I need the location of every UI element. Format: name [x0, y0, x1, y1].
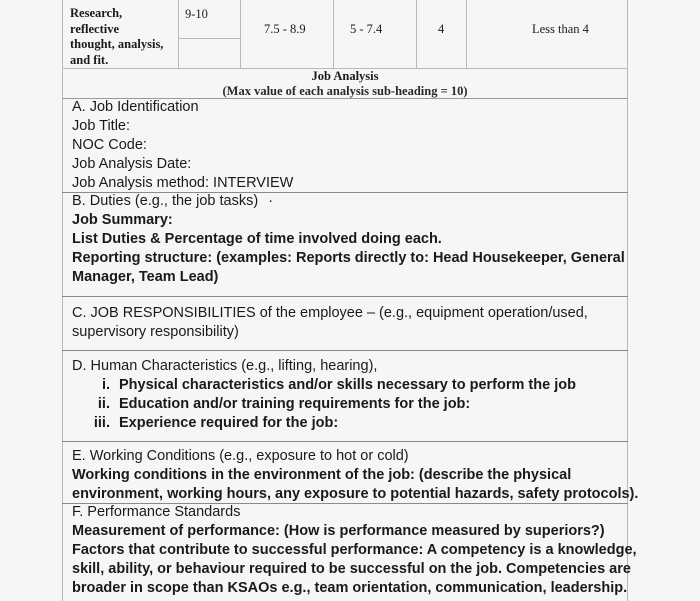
duties-hint: (e.g., the job tasks)	[130, 193, 259, 209]
job-title-label: Job Title:	[72, 118, 131, 134]
table-divider	[240, 0, 241, 68]
criterion-line: thought, analysis,	[70, 37, 164, 51]
range-cell-4: Less than 4	[532, 22, 589, 36]
item-number: i.	[101, 377, 110, 393]
table-divider	[178, 0, 179, 68]
performance-text-1: Measurement of performance: (How is performance measured by superiors?)	[72, 523, 605, 539]
human-characteristics-hint: (e.g., lifting, hearing),	[237, 358, 378, 374]
criterion-line: reflective	[70, 21, 120, 36]
job-summary-label: Job Summary:	[72, 212, 173, 228]
criterion-line: and fit.	[70, 52, 109, 67]
item-number: ii.	[97, 396, 110, 412]
table-divider	[466, 0, 467, 68]
item-number: iii.	[93, 415, 110, 431]
max-points-cell: 9-10	[185, 7, 208, 21]
analysis-method-label: Job Analysis method: INTERVIEW	[72, 175, 294, 191]
table-inner-line	[178, 38, 240, 39]
performance-text-4: broader in scope than KSAOs e.g., team orientation, communication, leadership.	[72, 580, 628, 596]
range-cell-3: 4	[438, 22, 445, 36]
human-characteristics-heading: D. Human Characteristics	[72, 358, 238, 374]
section-c-line-1: C. JOB RESPONSIBILITIES of the employee – (e.g., equipment operation/used,	[72, 305, 588, 321]
section-f-heading: F. Performance Standards	[72, 504, 241, 520]
range-cell-1: 7.5 - 8.9	[264, 22, 306, 36]
section-a-heading: A. Job Identification	[72, 99, 199, 115]
criterion-line: Research,	[70, 6, 123, 20]
range-cell-2: 5 - 7.4	[350, 22, 383, 36]
working-conditions-text-2: environment, working hours, any exposure to potential hazards, safety protocols).	[72, 486, 639, 502]
reporting-structure-text: Reporting structure: (examples: Reports directly to: Head Housekeeper, General	[72, 250, 625, 266]
performance-text-2: Factors that contribute to successful performance: A competency is a knowledge,	[72, 542, 637, 558]
working-conditions-hint: (e.g., exposure to hot or cold)	[215, 448, 409, 464]
section-d-heading	[72, 357, 377, 376]
bullet-mark: ·	[268, 193, 274, 209]
job-analysis-subtitle: (Max value of each analysis sub-heading = 10)	[222, 84, 468, 98]
section-divider	[62, 441, 628, 442]
section-b-heading	[72, 192, 273, 211]
performance-text-3: skill, ability, or behaviour required to be successful on the job. Competencies are	[72, 561, 631, 577]
reporting-structure-text-2: Manager, Team Lead)	[72, 269, 219, 285]
section-e-heading	[72, 447, 409, 466]
criterion-cell	[70, 6, 163, 68]
item-text: Physical characteristics and/or skills necessary to perform the job	[119, 377, 576, 393]
table-divider	[416, 0, 417, 68]
working-conditions-heading: E. Working Conditions	[72, 448, 216, 464]
section-c-line-2: supervisory responsibility)	[72, 324, 239, 340]
section-divider	[62, 350, 628, 351]
section-divider	[62, 296, 628, 297]
duties-heading: B. Duties	[72, 193, 131, 209]
job-analysis-title: Job Analysis	[311, 69, 379, 83]
item-text: Experience required for the job:	[119, 415, 339, 431]
analysis-date-label: Job Analysis Date:	[72, 156, 192, 172]
working-conditions-text: Working conditions in the environment of the job: (describe the physical	[72, 467, 572, 483]
item-text: Education and/or training requirements for the job:	[119, 396, 471, 412]
table-divider	[333, 0, 334, 68]
noc-code-label: NOC Code:	[72, 137, 147, 153]
list-duties-text: List Duties & Percentage of time involved doing each.	[72, 231, 442, 247]
